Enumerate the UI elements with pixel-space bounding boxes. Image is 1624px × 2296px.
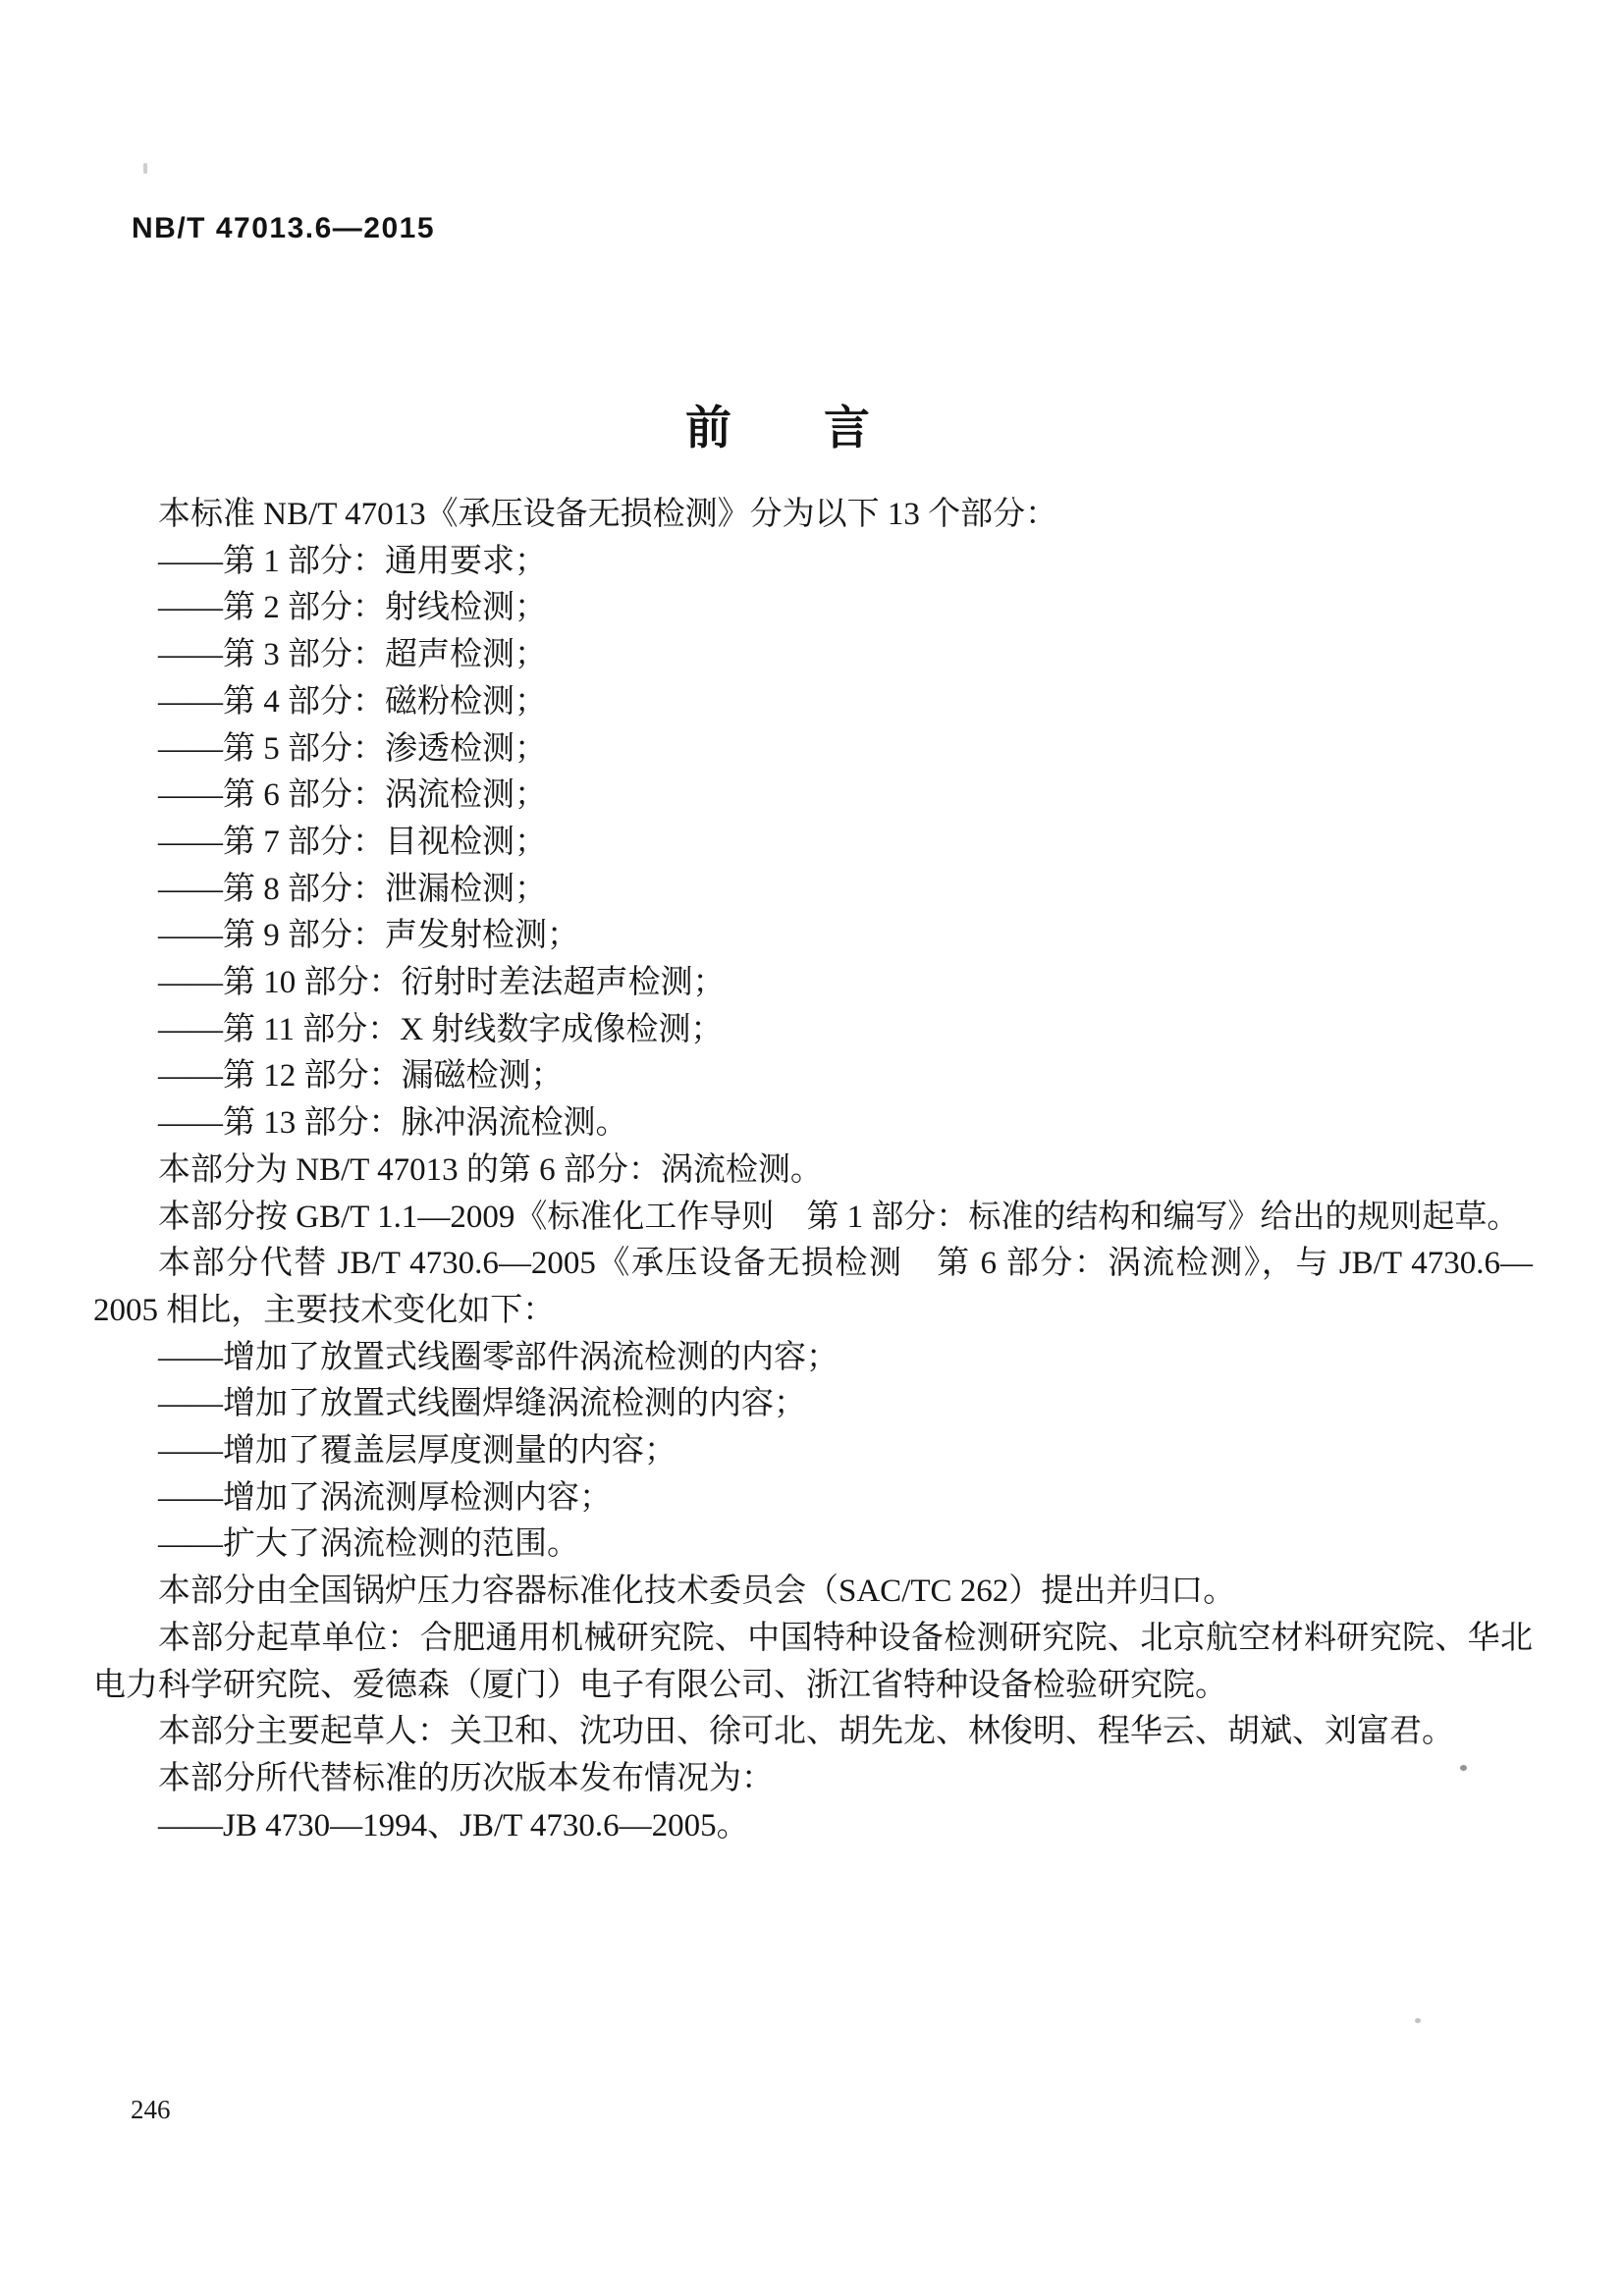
- page-title: 前 言: [685, 401, 870, 454]
- change-list-item-3: ——增加了覆盖层厚度测量的内容；: [158, 1433, 677, 1469]
- part-list-item-2: ——第 2 部分：射线检测；: [158, 590, 547, 626]
- part-list-item-12: ——第 12 部分：漏磁检测；: [158, 1058, 564, 1095]
- paragraph-gbt-rules: 本部分按 GB/T 1.1—2009《标准化工作导则 第 1 部分：标准的结构和编写》给出的规则起草。: [158, 1199, 1520, 1235]
- scan-artifact: [1460, 1765, 1467, 1771]
- paragraph-replaces: 本部分代替 JB/T 4730.6—2005《承压设备无损检测 第 6 部分：涡流检测》，与 JB/T 4730.6—2005 相比，主要技术变化如下：: [93, 1246, 1533, 1328]
- part-list-item-1: ——第 1 部分：通用要求；: [158, 543, 547, 579]
- change-list-item-4: ——增加了涡流测厚检测内容；: [158, 1479, 612, 1516]
- part-list-item-10: ——第 10 部分：衍射时差法超声检测；: [158, 965, 726, 1001]
- standard-code-header: NB/T 47013.6—2015: [132, 212, 436, 244]
- part-list-item-3: ——第 3 部分：超声检测；: [158, 637, 547, 673]
- paragraph-this-part: 本部分为 NB/T 47013 的第 6 部分：涡流检测。: [158, 1151, 823, 1188]
- scan-artifact: [143, 163, 147, 174]
- paragraph-drafting-organizations: 本部分起草单位：合肥通用机械研究院、中国特种设备检测研究院、北京航空材料研究院、华北电力科学研究院、爱德森（厦门）电子有限公司、浙江省特种设备检验研究院。: [93, 1620, 1533, 1703]
- scan-artifact: [1415, 2018, 1421, 2023]
- part-list-item-13: ——第 13 部分：脉冲涡流检测。: [158, 1105, 628, 1142]
- part-list-item-8: ——第 8 部分：泄漏检测；: [158, 871, 547, 907]
- paragraph-drafters: 本部分主要起草人：关卫和、沈功田、徐可北、胡先龙、林俊明、程华云、胡斌、刘富君。: [158, 1714, 1454, 1750]
- previous-editions-list-item: ——JB 4730—1994、JB/T 4730.6—2005。: [158, 1807, 749, 1843]
- part-list-item-6: ——第 6 部分：涡流检测；: [158, 777, 547, 814]
- part-list-item-11: ——第 11 部分：X 射线数字成像检测；: [158, 1011, 724, 1047]
- paragraph-committee: 本部分由全国锅炉压力容器标准化技术委员会（SAC/TC 262）提出并归口。: [158, 1574, 1236, 1610]
- part-list-item-5: ——第 5 部分：渗透检测；: [158, 730, 547, 767]
- foreword-body: [93, 492, 1533, 1849]
- page-number: 246: [131, 2095, 171, 2124]
- part-list-item-7: ——第 7 部分：目视检测；: [158, 824, 547, 860]
- change-list-item-2: ——增加了放置式线圈焊缝涡流检测的内容；: [158, 1386, 806, 1422]
- paragraph-previous-editions-intro: 本部分所代替标准的历次版本发布情况为：: [158, 1760, 774, 1796]
- foreword-intro-line: 本标准 NB/T 47013《承压设备无损检测》分为以下 13 个部分：: [158, 497, 1058, 532]
- part-list-item-4: ——第 4 部分：磁粉检测；: [158, 683, 547, 720]
- change-list-item-5: ——扩大了涡流检测的范围。: [158, 1526, 579, 1563]
- part-list-item-9: ——第 9 部分：声发射检测；: [158, 918, 579, 954]
- change-list-item-1: ——增加了放置式线圈零部件涡流检测的内容；: [158, 1339, 839, 1375]
